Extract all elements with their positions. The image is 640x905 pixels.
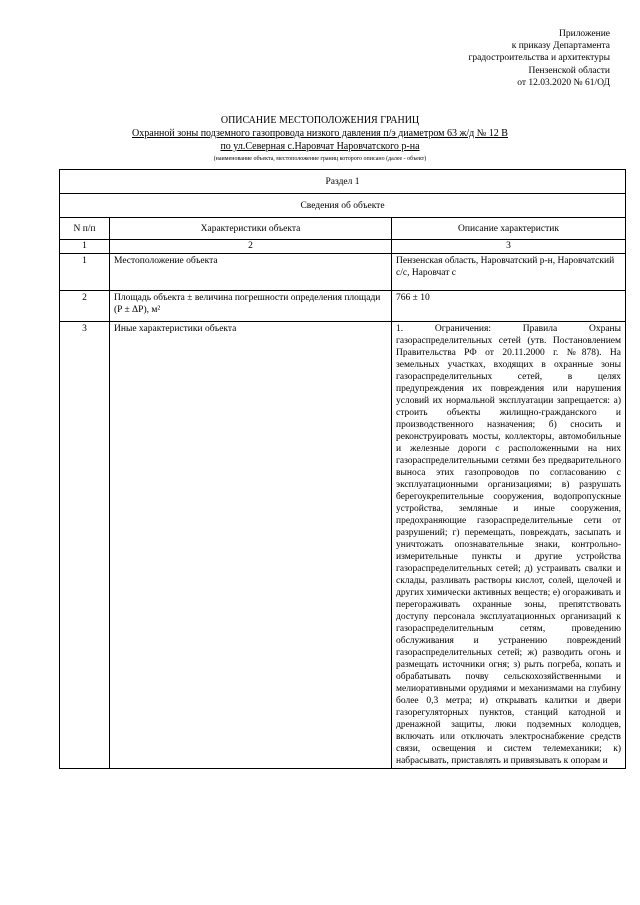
appendix-line: градостроительства и архитектуры — [468, 53, 610, 64]
appendix-line: Приложение — [559, 29, 610, 39]
row-description: Пензенская область, Наровчатский р-н, Наровчатский с/с, Наровчат с — [392, 254, 626, 291]
table-row — [60, 322, 626, 769]
title-note: (наименование объекта, местоположение границ которого описано (далее - объект) — [213, 156, 427, 162]
row-characteristic: Иные характеристики объекта — [110, 322, 392, 769]
row-description: 1. Ограничения: Правила Охраны газораспределительных сетей (утв. Постановлением Правительства РФ от 20.11.2000 г. №878). На земельных участках, входящих в охранные зоны газораспределительных сетей, в целях предупреждения их повреждения или нарушения условий их нормальной эксплуатации запрещается: а) строить объекты жилищно-гражданского и производственного назначения; б) сносить и реконструировать мосты, коллекторы, автомобильные и железные дороги с расположенными на них газораспределительными сетями без предварительного выноса этих газопроводов по согласованию с эксплуатационными организациями; в) разрушать берегоукрепительные сооружения, водопропускные устройства, земляные и иные сооружения, предохраняющие газораспределительные сети от разрушений; г) перемещать, повреждать, засыпать и уничтожать опознавательные знаки, контрольно-измерительные пункты и другие устройства газораспределительных сетей; д) устраивать свалки и склады, разливать растворы кислот, солей, щелочей и других химически активных веществ; е) огораживать и перегораживать охранные зоны, препятствовать доступу персонала эксплуатационных организаций к газораспределительным сетям, проведению обслуживания и устранению повреждений газораспределительных сетей; ж) разводить огонь и размещать источники огня; з) рыть погреба, копать и обрабатывать почву сельскохозяйственными и мелиоративными орудиями и механизмами на глубину более 0,3 метра; и) открывать калитки и двери газорегуляторных пунктов, станций катодной и дренажной защиты, люки подземных колодцев, включать или отключать электроснабжение средств связи, освещения и систем телемеханики; к) набрасывать, приставлять и привязывать к опорам и — [392, 322, 626, 769]
header-cell-characteristic: Характеристики объекта — [110, 218, 392, 240]
title-object-location: по ул.Северная с.Наровчат Наровчатского р-на — [220, 141, 420, 152]
appendix-header — [468, 28, 610, 89]
column-number: 3 — [392, 240, 626, 254]
header-cell-number: N п/п — [60, 218, 110, 240]
header-cell-description: Описание характеристик — [392, 218, 626, 240]
document-title — [0, 114, 640, 164]
column-number-row — [60, 240, 626, 254]
row-number: 1 — [60, 254, 110, 291]
row-characteristic: Площадь объекта ± величина погрешности определения площади (P ± ΔP), м² — [110, 291, 392, 322]
section-subtitle: Сведения об объекте — [60, 194, 626, 218]
title-object-name: Охранной зоны подземного газопровода низкого давления п/э диаметром 63 ж/д № 12 В — [132, 128, 508, 139]
appendix-line: от 12.03.2020 № 61/ОД — [517, 77, 610, 88]
section-row — [60, 170, 626, 194]
row-number: 2 — [60, 291, 110, 322]
row-description: 766 ± 10 — [392, 291, 626, 322]
appendix-line: к приказу Департамента — [511, 41, 610, 52]
section-title: Раздел 1 — [60, 170, 626, 194]
appendix-line: Пензенской области — [528, 65, 610, 76]
column-number: 1 — [60, 240, 110, 254]
row-number: 3 — [60, 322, 110, 769]
row-characteristic: Местоположение объекта — [110, 254, 392, 291]
title-main: ОПИСАНИЕ МЕСТОПОЛОЖЕНИЯ ГРАНИЦ — [220, 115, 420, 126]
table-row — [60, 254, 626, 291]
section-sub-row — [60, 194, 626, 218]
column-number: 2 — [110, 240, 392, 254]
object-info-table — [59, 169, 626, 769]
header-row — [60, 218, 626, 240]
table-row — [60, 291, 626, 322]
